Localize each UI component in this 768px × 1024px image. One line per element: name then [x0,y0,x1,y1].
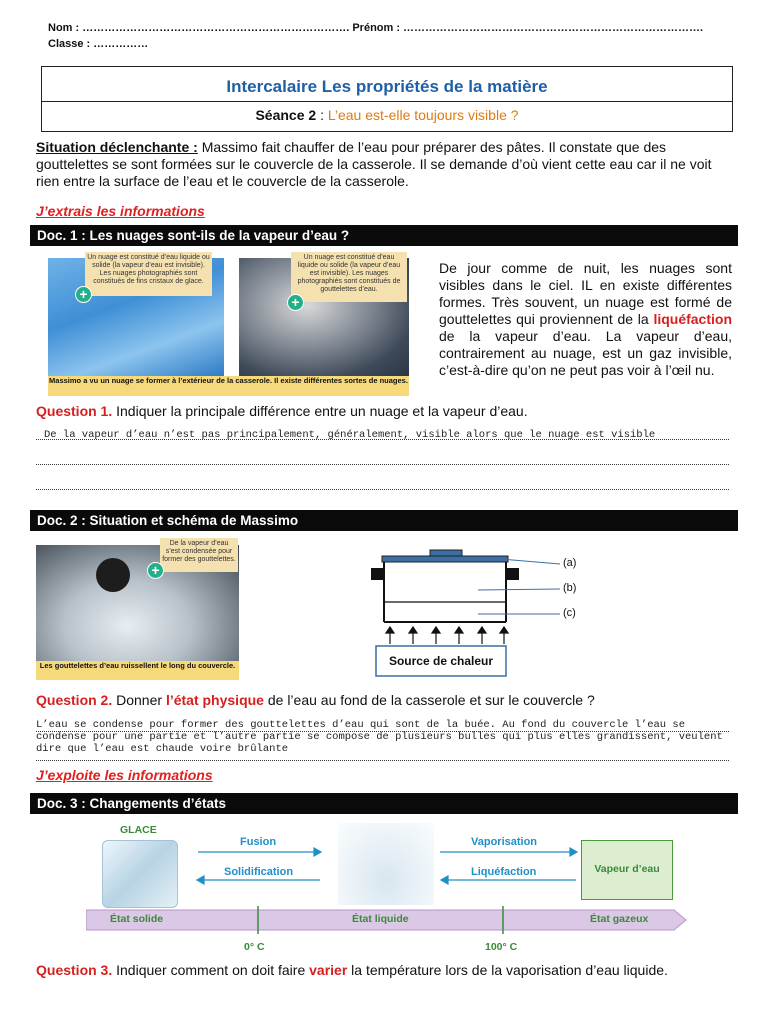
answer-line [36,426,729,440]
section-extract-heading: J’extrais les informations [36,203,205,219]
heat-source-label: Source de chaleur [388,654,494,668]
question-3 [36,962,732,979]
doc1-band: Doc. 1 : Les nuages sont-ils de la vapeur d’eau ? [30,225,738,246]
doc2-band: Doc. 2 : Situation et schéma de Massimo [30,510,738,531]
section-exploit-heading: J’exploite les informations [36,767,213,783]
plus-icon: + [75,286,92,303]
answer-line [36,451,729,465]
answer-line [36,476,729,490]
ice-cube-icon [102,840,178,908]
doc1-callout-1: Un nuage est constitué d’eau liquide ou solide (la vapeur d’eau est invisible). Les nuages photographiés sont constitués de fins cristaux de glace. [85,252,212,296]
temp-0-label: 0° C [244,941,265,953]
water-drop-icon [338,823,434,905]
page-title: Intercalaire Les propriétés de la matière [42,73,732,102]
etat-solide-label: État solide [110,913,164,925]
plus-icon: + [287,294,304,311]
varier-keyword: varier [309,962,348,978]
situation-text: Massimo fait chauffer de l’eau pour préparer des pâtes. Il constate que des gouttelettes se sont formées sur le couvercle de la casserole. Il se demande d’où vient cette eau car il ne voit rien entre la surface de l’eau et le couvercle de la casserole. [36,139,712,189]
etat-gazeux-label: État gazeux [590,913,649,925]
etat-liquide-label: État liquide [352,913,409,925]
liquefaction-label: Liquéfaction [471,866,537,878]
student-info-line: Nom : ………………………………………………………………. Prénom : ………………………………………………………………………. Classe : …………… [48,22,704,50]
temp-100-label: 100° C [485,941,518,953]
question-2-post: de l’eau au fond de la casserole et sur le couvercle ? [263,692,595,708]
plus-icon: + [147,562,164,579]
question-1 [36,403,732,420]
doc3-band: Doc. 3 : Changements d’états [30,793,738,814]
seance-sep: : [316,107,328,123]
question-1-text: Indiquer la principale différence entre un nuage et la vapeur d’eau. [112,403,528,419]
situation-label: Situation déclenchante : [36,139,198,155]
question-3-label: Question 3. [36,962,113,978]
vaporisation-label: Vaporisation [471,836,538,848]
question-2-label: Question 2. [36,692,113,708]
situation-paragraph [36,139,732,190]
doc2-caption-bar: Les gouttelettes d’eau ruissellent le long du couvercle. [36,661,239,680]
title-box [41,66,733,132]
doc2-callout: De la vapeur d’eau s’est condensée pour former des gouttelettes. [160,538,238,572]
answer-1-text[interactable]: De la vapeur d’eau n’est pas principalement, généralement, visible alors que le nuage est visible [44,429,656,441]
seance-question: L’eau est-elle toujours visible ? [327,107,519,123]
solidification-label: Solidification [224,866,294,878]
doc1-text-part2: de la vapeur d’eau. La vapeur d’eau, contrairement au nuage, est un gaz invisible, c’est-à-dire qu’on ne peut pas voir à l’œil nu. [439,328,732,378]
doc1-callout-2: Un nuage est constitué d’eau liquide ou solide (la vapeur d’eau est invisible). Les nuages photographiés sont constitués de gouttelettes d’eau. [291,252,407,302]
question-2-pre: Donner [112,692,166,708]
liquefaction-keyword: liquéfaction [653,311,732,327]
seance-label: Séance 2 [255,107,317,123]
etat-physique-keyword: l’état physique [165,692,264,708]
seance-line [42,103,732,127]
question-2 [36,692,732,709]
question-1-label: Question 1. [36,403,113,419]
lid-knob [96,558,130,592]
question-3-pre: Indiquer comment on doit faire [112,962,310,978]
doc1-caption-bar: Massimo a vu un nuage se former à l’extérieur de la casserole. Il existe différentes sortes de nuages. [48,376,409,396]
answer-line [36,718,729,732]
doc1-text [439,260,732,379]
label-a: (a) [563,557,577,569]
label-c: (c) [563,607,576,619]
doc1-text-part1: De jour comme de nuit, les nuages sont visibles dans le ciel. IL en existe différentes formes. Très souvent, un nuage est formé de gouttelettes qui proviennent de la [439,260,732,327]
glace-label: GLACE [120,824,157,836]
vapeur-box [581,840,673,900]
fusion-label: Fusion [240,836,277,848]
answer-line [36,747,729,761]
answer-2-text[interactable]: L’eau se condense pour former des gouttelettes d’eau qui sont de la buée. Au fond du couvercle l’eau se condense pour une partie et l’autre partie se compose de plusieurs bulles qui plus elles grandissent, veulent dire que l’eau est chaude voire brûlante [36,719,723,755]
question-3-post: la température lors de la vaporisation d’eau liquide. [347,962,668,978]
label-b: (b) [563,582,577,594]
vapeur-label: Vapeur d’eau [594,863,660,875]
